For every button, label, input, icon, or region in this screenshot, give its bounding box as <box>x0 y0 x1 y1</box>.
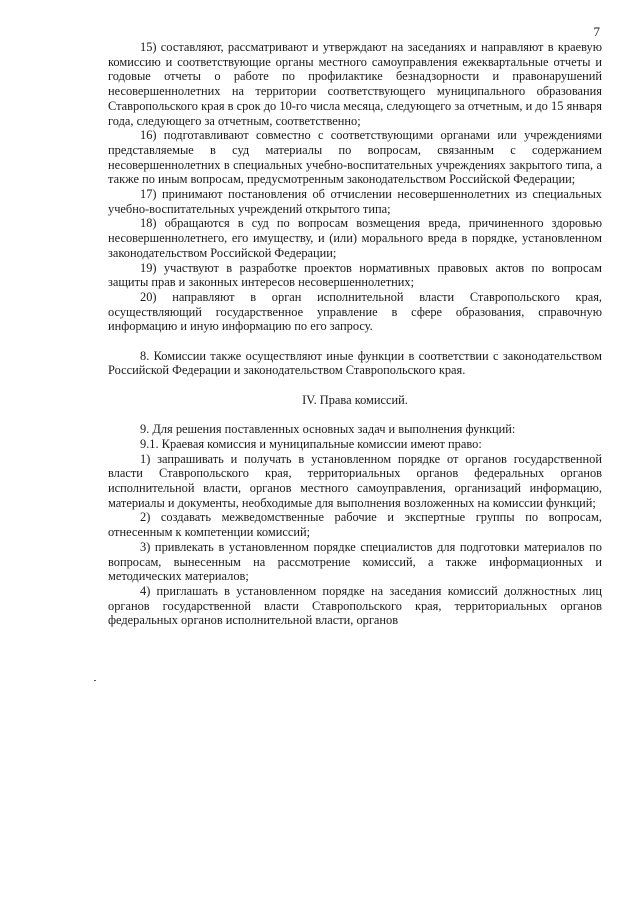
page-number: 7 <box>593 24 600 39</box>
paragraph-16: 16) подготавливают совместно с соответствующими органами или учреждениями представляемые в суд материалы по вопросам, связанным с содержанием несовершеннолетних в специальных учебно-воспитательных учреждениях закрытого типа, а также по иным вопросам, предусмотренным законодательством Российской Федерации; <box>108 128 602 187</box>
paragraph-19: 19) участвуют в разработке проектов нормативных правовых актов по вопросам защиты прав и законных интересов несовершеннолетних; <box>108 260 602 290</box>
clause-8: 8. Комиссии также осуществляют иные функции в соответствии с законодательством Российской Федерации и законодательством Ставропольского края. <box>108 348 602 378</box>
scan-mark <box>94 680 96 681</box>
paragraph-15: 15) составляют, рассматривают и утверждают на заседаниях и направляют в краевую комиссию и соответствующие органы местного самоуправления ежеквартальные отчеты и годовые отчеты о работе по профилактике безнадзорности и правонарушений несовершеннолетних на территории соответствующего муниципального образования Ставропольского края в срок до 10-го числа месяца, следующего за отчетным, и до 15 января года, следующего за отчетным, соответственно; <box>108 40 602 128</box>
paragraph-17: 17) принимают постановления об отчислении несовершеннолетних из специальных учебно-воспитательных учреждений открытого типа; <box>108 187 602 216</box>
document-body <box>108 40 602 628</box>
clause-9: 9. Для решения поставленных основных задач и выполнения функций: <box>140 422 516 437</box>
clause-9-1: 9.1. Краевая комиссия и муниципальные комиссии имеют право: <box>140 436 482 451</box>
paragraph-18: 18) обращаются в суд по вопросам возмещения вреда, причиненного здоровью несовершеннолетнего, его имуществу, и (или) морального вреда в порядке, установленном законодательством Российской Федерации; <box>108 216 602 260</box>
paragraph-20: 20) направляют в орган исполнительной власти Ставропольского края, осуществляющий государственное управление в сфере образования, справочную информацию и иную информацию по его запросу. <box>108 289 602 334</box>
right-4: 4) приглашать в установленном порядке на заседания комиссий должностных лиц органов государственной власти Ставропольского края, территориальных органов федеральных органов исполнительной власти, органов <box>108 583 602 628</box>
section-heading: IV. Права комиссий. <box>302 392 408 407</box>
right-1: 1) запрашивать и получать в установленном порядке от органов государственной власти Ставропольского края, территориальных органов федеральных органов исполнительной власти, органов местного самоуправления, организаций информацию, материалы и документы, необходимые для выполнения возложенных на комиссии функций; <box>108 451 602 510</box>
right-3: 3) привлекать в установленном порядке специалистов для подготовки материалов по вопросам, вынесенным на рассмотрение комиссий, а также информационных и методических материалов; <box>108 539 602 584</box>
right-2: 2) создавать межведомственные рабочие и экспертные группы по вопросам, отнесенным к компетенции комиссий; <box>108 510 602 540</box>
